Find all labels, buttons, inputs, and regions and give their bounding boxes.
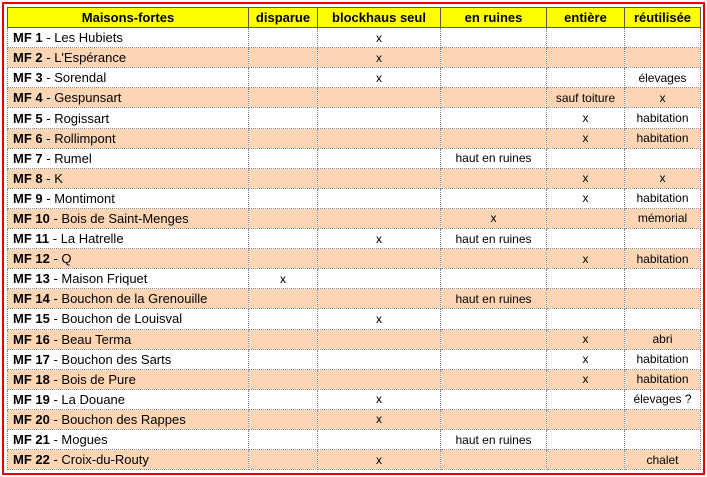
cell-reutilisee: mémorial <box>625 208 701 228</box>
cell-en-ruines <box>441 269 547 289</box>
mf-separator: - <box>42 130 55 146</box>
cell-reutilisee: abri <box>625 329 701 349</box>
cell-blockhaus-seul <box>318 329 441 349</box>
cell-disparue <box>249 289 318 309</box>
cell-reutilisee <box>625 289 701 309</box>
mf-separator: - <box>49 331 62 347</box>
mf-separator: - <box>49 210 62 226</box>
table-row <box>8 349 701 369</box>
cell-disparue: x <box>249 269 318 289</box>
cell-disparue <box>249 249 318 269</box>
table-header <box>8 8 701 28</box>
table-row <box>8 389 701 409</box>
mf-name: Bois de Pure <box>61 371 136 387</box>
table-row <box>8 128 701 148</box>
cell-maison-forte <box>8 168 249 188</box>
table-row <box>8 48 701 68</box>
cell-entiere <box>547 68 625 88</box>
cell-entiere: x <box>547 329 625 349</box>
cell-en-ruines <box>441 389 547 409</box>
mf-id: MF 15 <box>13 311 50 327</box>
mf-id: MF 12 <box>13 251 50 267</box>
cell-en-ruines: haut en ruines <box>441 148 547 168</box>
cell-blockhaus-seul: x <box>318 68 441 88</box>
table-row <box>8 409 701 429</box>
mf-name: Bouchon des Rappes <box>61 411 186 427</box>
cell-entiere: x <box>547 249 625 269</box>
cell-blockhaus-seul <box>318 349 441 369</box>
cell-disparue <box>249 349 318 369</box>
cell-reutilisee: habitation <box>625 188 701 208</box>
cell-entiere: x <box>547 168 625 188</box>
cell-en-ruines <box>441 369 547 389</box>
table-row <box>8 168 701 188</box>
cell-entiere <box>547 309 625 329</box>
table-row <box>8 329 701 349</box>
mf-id: MF 11 <box>13 231 50 247</box>
mf-name: Mogues <box>61 432 108 448</box>
cell-reutilisee <box>625 269 701 289</box>
cell-en-ruines: haut en ruines <box>441 229 547 249</box>
cell-disparue <box>249 309 318 329</box>
cell-reutilisee <box>625 28 701 48</box>
cell-maison-forte <box>8 28 249 48</box>
mf-name: K <box>54 170 63 186</box>
mf-separator: - <box>42 170 55 186</box>
cell-reutilisee <box>625 309 701 329</box>
cell-maison-forte <box>8 148 249 168</box>
cell-en-ruines: haut en ruines <box>441 289 547 309</box>
mf-id: MF 19 <box>13 391 50 407</box>
table-row <box>8 429 701 449</box>
table-row <box>8 229 701 249</box>
mf-name: Montimont <box>54 190 115 206</box>
header-en-ruines: en ruines <box>441 8 547 28</box>
cell-blockhaus-seul: x <box>318 28 441 48</box>
cell-disparue <box>249 208 318 228</box>
mf-name: Rogissart <box>54 110 110 126</box>
cell-blockhaus-seul: x <box>318 309 441 329</box>
cell-en-ruines <box>441 168 547 188</box>
cell-reutilisee: habitation <box>625 369 701 389</box>
mf-name: Q <box>61 251 72 267</box>
mf-separator: - <box>42 90 55 106</box>
cell-blockhaus-seul <box>318 128 441 148</box>
cell-entiere <box>547 208 625 228</box>
header-blockhaus-seul: blockhaus seul <box>318 8 441 28</box>
table-row <box>8 208 701 228</box>
mf-separator: - <box>49 452 62 468</box>
table-frame <box>2 2 705 475</box>
cell-reutilisee: habitation <box>625 128 701 148</box>
cell-reutilisee: chalet <box>625 450 701 470</box>
mf-id: MF 8 <box>13 170 43 186</box>
mf-name: Croix-du-Routy <box>61 452 149 468</box>
mf-name: L'Espérance <box>54 50 127 66</box>
cell-entiere: x <box>547 188 625 208</box>
cell-reutilisee: x <box>625 168 701 188</box>
cell-blockhaus-seul: x <box>318 48 441 68</box>
header-reutilisee: réutilisée <box>625 8 701 28</box>
mf-separator: - <box>49 391 62 407</box>
cell-entiere <box>547 229 625 249</box>
cell-maison-forte <box>8 429 249 449</box>
mf-separator: - <box>42 150 55 166</box>
cell-en-ruines <box>441 450 547 470</box>
mf-separator: - <box>49 432 62 448</box>
mf-id: MF 17 <box>13 351 50 367</box>
cell-blockhaus-seul: x <box>318 389 441 409</box>
table-row <box>8 68 701 88</box>
cell-entiere: x <box>547 108 625 128</box>
cell-entiere <box>547 389 625 409</box>
table-row <box>8 289 701 309</box>
mf-name: Rumel <box>54 150 92 166</box>
header-entiere: entière <box>547 8 625 28</box>
cell-disparue <box>249 429 318 449</box>
mf-name: Bouchon des Sarts <box>61 351 172 367</box>
cell-blockhaus-seul <box>318 188 441 208</box>
cell-maison-forte <box>8 329 249 349</box>
mf-id: MF 22 <box>13 452 50 468</box>
mf-name: Bouchon de Louisval <box>61 311 183 327</box>
table-body <box>8 28 701 470</box>
mf-separator: - <box>49 371 62 387</box>
cell-maison-forte <box>8 128 249 148</box>
mf-id: MF 10 <box>13 210 50 226</box>
mf-separator: - <box>49 311 62 327</box>
cell-blockhaus-seul: x <box>318 450 441 470</box>
mf-separator: - <box>42 50 55 66</box>
cell-entiere <box>547 269 625 289</box>
mf-name: Bois de Saint-Menges <box>61 210 189 226</box>
cell-entiere: x <box>547 128 625 148</box>
mf-name: Rollimpont <box>54 130 116 146</box>
cell-blockhaus-seul <box>318 369 441 389</box>
cell-blockhaus-seul <box>318 168 441 188</box>
cell-maison-forte <box>8 68 249 88</box>
cell-disparue <box>249 48 318 68</box>
cell-entiere: sauf toiture <box>547 88 625 108</box>
cell-maison-forte <box>8 269 249 289</box>
cell-maison-forte <box>8 188 249 208</box>
cell-en-ruines: haut en ruines <box>441 429 547 449</box>
cell-disparue <box>249 389 318 409</box>
cell-disparue <box>249 369 318 389</box>
mf-id: MF 14 <box>13 291 50 307</box>
cell-en-ruines <box>441 28 547 48</box>
cell-en-ruines <box>441 309 547 329</box>
mf-id: MF 4 <box>13 90 43 106</box>
table-row <box>8 88 701 108</box>
cell-reutilisee: élevages <box>625 68 701 88</box>
mf-id: MF 5 <box>13 110 43 126</box>
cell-reutilisee <box>625 148 701 168</box>
mf-id: MF 2 <box>13 50 43 66</box>
cell-blockhaus-seul <box>318 208 441 228</box>
table-row <box>8 188 701 208</box>
cell-disparue <box>249 168 318 188</box>
mf-name: Gespunsart <box>54 90 122 106</box>
cell-en-ruines <box>441 349 547 369</box>
cell-maison-forte <box>8 349 249 369</box>
mf-separator: - <box>42 30 55 46</box>
mf-name: Sorendal <box>54 70 107 86</box>
maisons-fortes-table <box>7 7 701 470</box>
mf-id: MF 16 <box>13 331 50 347</box>
cell-maison-forte <box>8 369 249 389</box>
cell-en-ruines <box>441 88 547 108</box>
cell-disparue <box>249 28 318 48</box>
cell-disparue <box>249 188 318 208</box>
cell-disparue <box>249 148 318 168</box>
cell-maison-forte <box>8 289 249 309</box>
cell-maison-forte <box>8 389 249 409</box>
mf-name: Maison Friquet <box>61 271 148 287</box>
cell-disparue <box>249 409 318 429</box>
cell-maison-forte <box>8 88 249 108</box>
cell-maison-forte <box>8 409 249 429</box>
cell-disparue <box>249 128 318 148</box>
cell-en-ruines <box>441 188 547 208</box>
cell-entiere <box>547 429 625 449</box>
cell-blockhaus-seul: x <box>318 409 441 429</box>
cell-entiere <box>547 289 625 309</box>
mf-separator: - <box>42 190 55 206</box>
cell-en-ruines <box>441 409 547 429</box>
cell-maison-forte <box>8 48 249 68</box>
cell-disparue <box>249 450 318 470</box>
table-row <box>8 450 701 470</box>
mf-id: MF 13 <box>13 271 50 287</box>
table-row <box>8 148 701 168</box>
mf-name: Les Hubiets <box>54 30 123 46</box>
mf-id: MF 7 <box>13 150 43 166</box>
table-row <box>8 309 701 329</box>
cell-reutilisee <box>625 429 701 449</box>
cell-disparue <box>249 229 318 249</box>
cell-blockhaus-seul <box>318 88 441 108</box>
cell-maison-forte <box>8 249 249 269</box>
cell-maison-forte <box>8 309 249 329</box>
cell-en-ruines <box>441 68 547 88</box>
mf-name: Beau Terma <box>61 331 132 347</box>
cell-entiere <box>547 28 625 48</box>
cell-en-ruines <box>441 249 547 269</box>
table-row <box>8 108 701 128</box>
mf-separator: - <box>49 231 61 247</box>
cell-en-ruines <box>441 329 547 349</box>
cell-entiere <box>547 148 625 168</box>
mf-name: La Douane <box>61 391 126 407</box>
cell-reutilisee: élevages ? <box>625 389 701 409</box>
cell-en-ruines: x <box>441 208 547 228</box>
header-row <box>8 8 701 28</box>
cell-reutilisee <box>625 229 701 249</box>
mf-separator: - <box>49 251 62 267</box>
mf-id: MF 6 <box>13 130 43 146</box>
mf-separator: - <box>42 110 55 126</box>
cell-disparue <box>249 329 318 349</box>
cell-reutilisee: habitation <box>625 249 701 269</box>
mf-id: MF 1 <box>13 30 43 46</box>
mf-separator: - <box>49 291 62 307</box>
cell-entiere: x <box>547 349 625 369</box>
table-row <box>8 249 701 269</box>
cell-entiere <box>547 48 625 68</box>
cell-reutilisee: x <box>625 88 701 108</box>
cell-en-ruines <box>441 108 547 128</box>
cell-reutilisee <box>625 48 701 68</box>
cell-disparue <box>249 108 318 128</box>
cell-entiere: x <box>547 369 625 389</box>
mf-separator: - <box>49 271 62 287</box>
mf-id: MF 3 <box>13 70 43 86</box>
mf-id: MF 9 <box>13 190 43 206</box>
mf-name: La Hatrelle <box>60 231 124 247</box>
cell-en-ruines <box>441 48 547 68</box>
mf-separator: - <box>42 70 55 86</box>
mf-separator: - <box>49 411 62 427</box>
table-row <box>8 369 701 389</box>
cell-maison-forte <box>8 208 249 228</box>
mf-separator: - <box>49 351 62 367</box>
cell-en-ruines <box>441 128 547 148</box>
cell-reutilisee <box>625 409 701 429</box>
cell-disparue <box>249 68 318 88</box>
cell-blockhaus-seul <box>318 289 441 309</box>
cell-disparue <box>249 88 318 108</box>
mf-name: Bouchon de la Grenouille <box>61 291 208 307</box>
cell-maison-forte <box>8 450 249 470</box>
cell-reutilisee: habitation <box>625 108 701 128</box>
cell-reutilisee: habitation <box>625 349 701 369</box>
cell-blockhaus-seul: x <box>318 229 441 249</box>
header-disparue: disparue <box>249 8 318 28</box>
cell-maison-forte <box>8 229 249 249</box>
cell-blockhaus-seul <box>318 249 441 269</box>
cell-blockhaus-seul <box>318 108 441 128</box>
cell-blockhaus-seul <box>318 269 441 289</box>
mf-id: MF 20 <box>13 411 50 427</box>
mf-id: MF 18 <box>13 371 50 387</box>
header-maisons-fortes: Maisons-fortes <box>8 8 249 28</box>
table-row <box>8 269 701 289</box>
cell-entiere <box>547 409 625 429</box>
cell-maison-forte <box>8 108 249 128</box>
mf-id: MF 21 <box>13 432 50 448</box>
cell-entiere <box>547 450 625 470</box>
cell-blockhaus-seul <box>318 148 441 168</box>
cell-blockhaus-seul <box>318 429 441 449</box>
table-row <box>8 28 701 48</box>
